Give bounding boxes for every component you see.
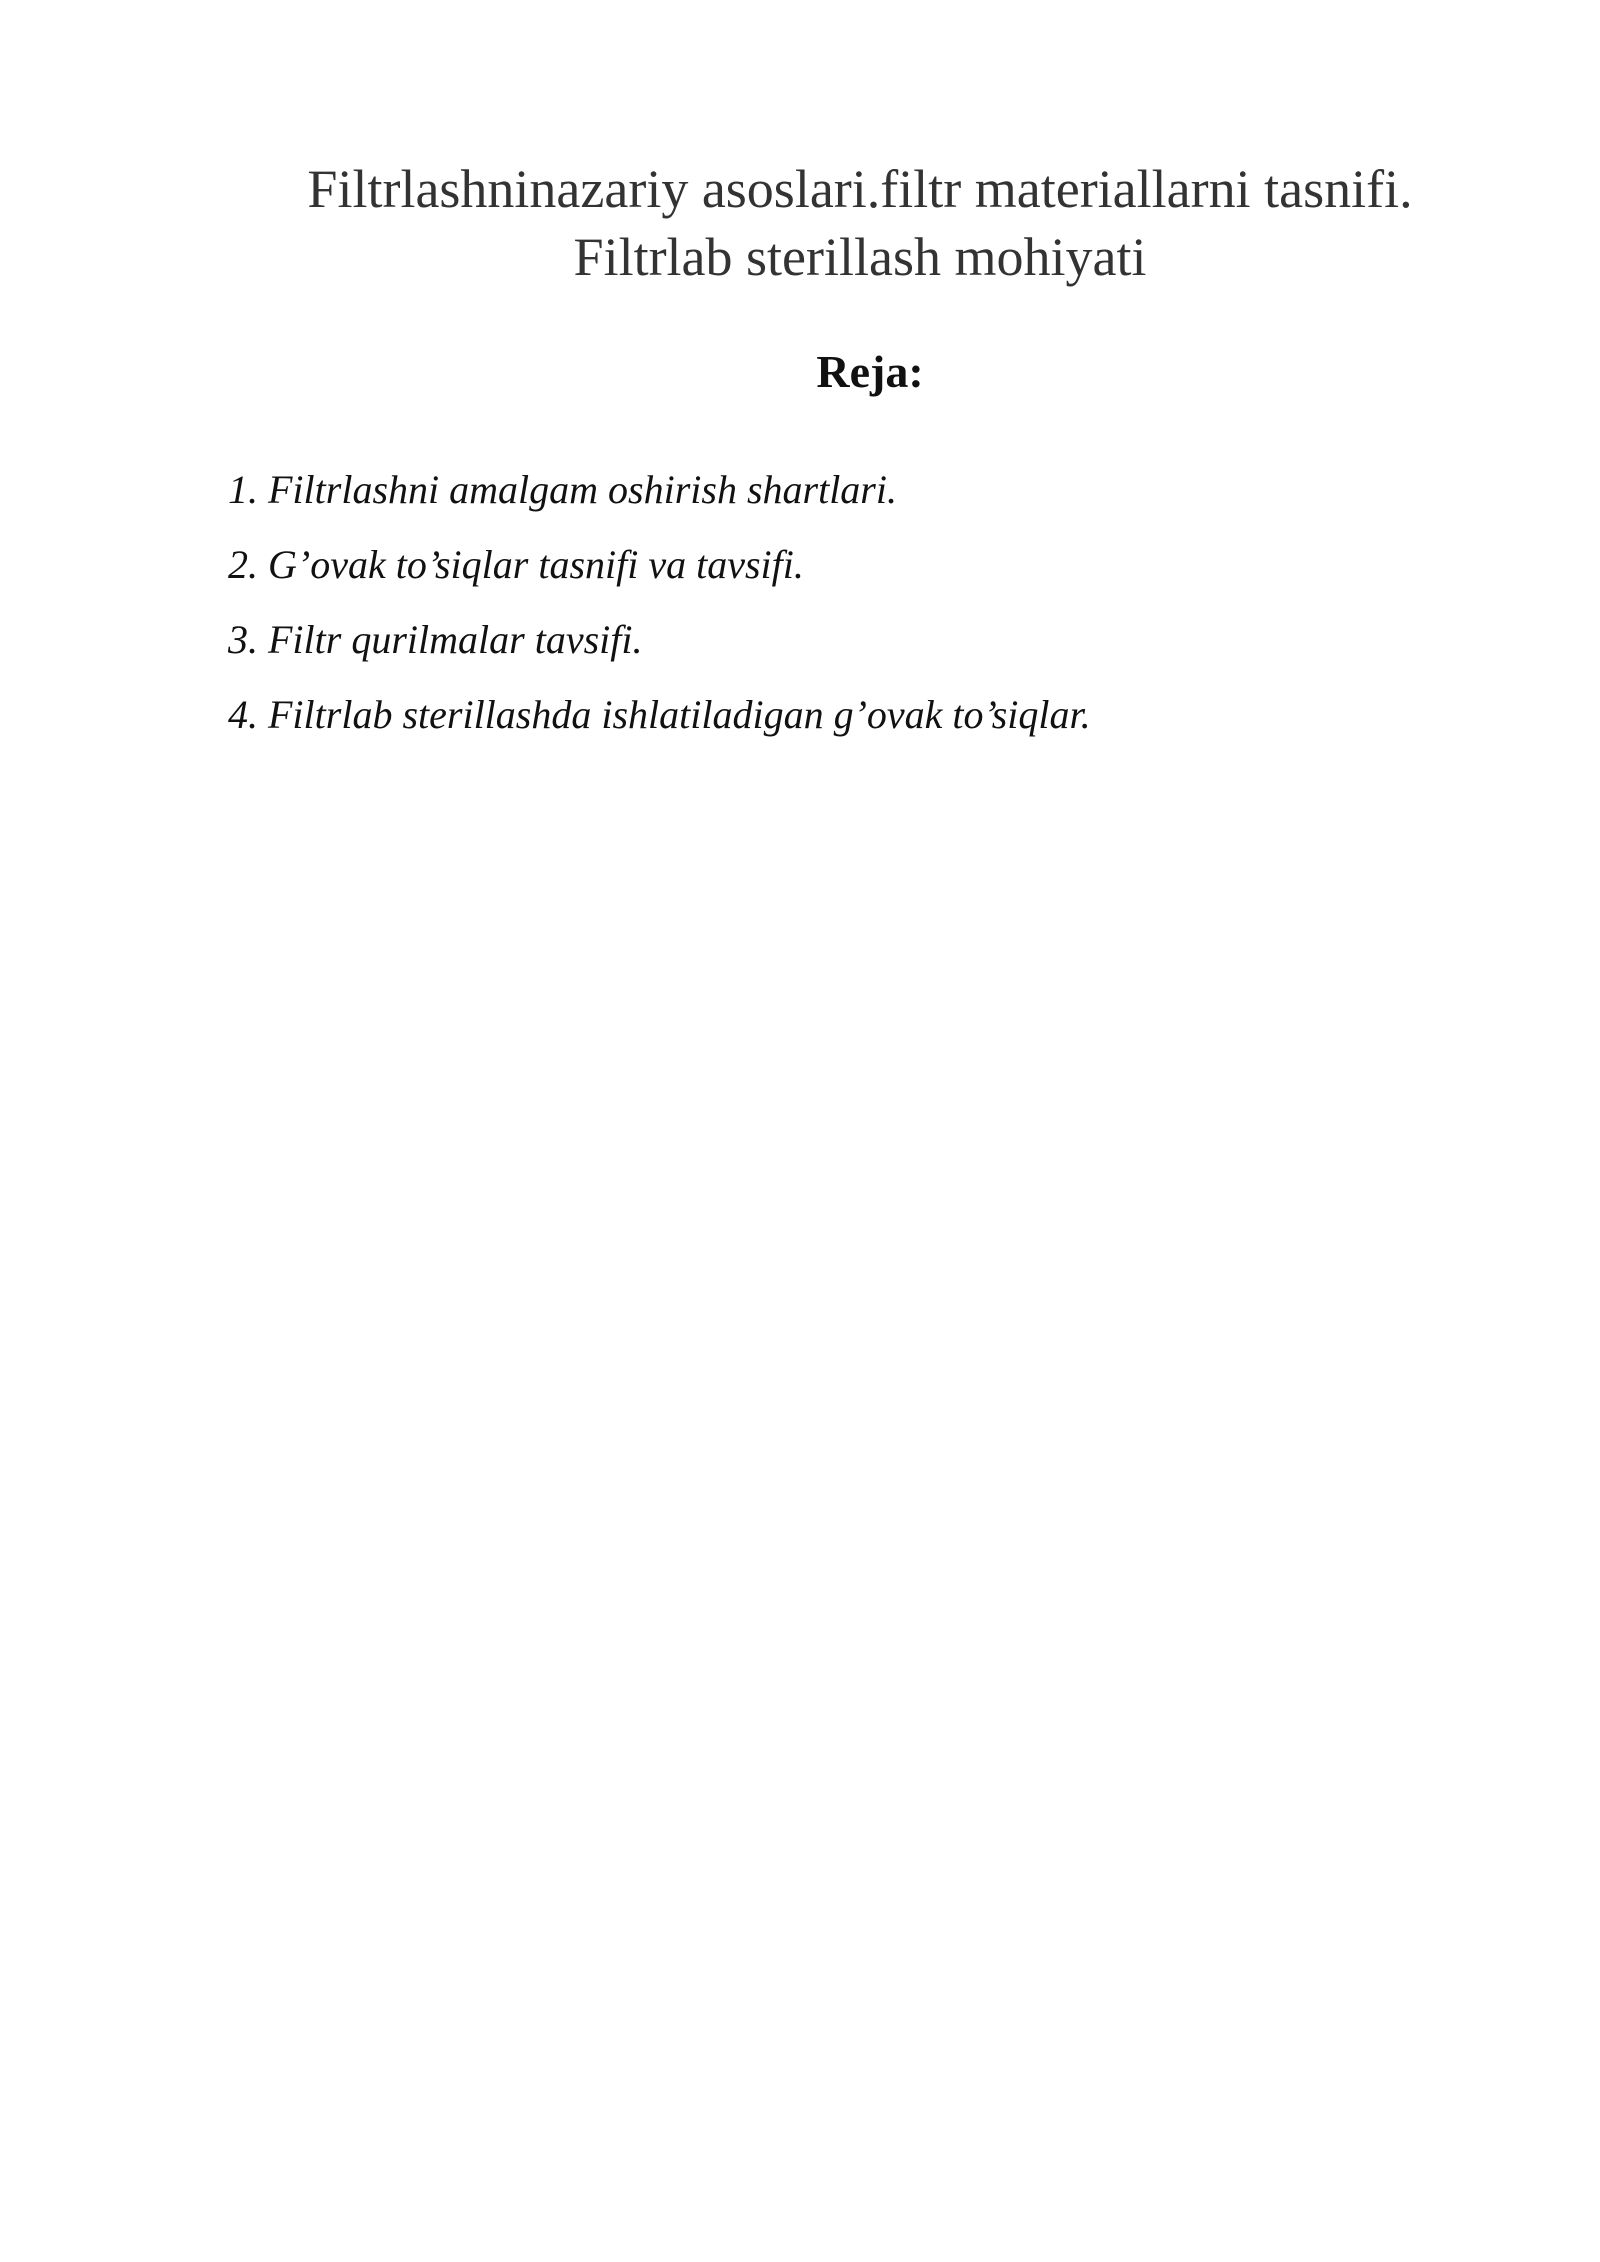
plan-list xyxy=(228,462,1478,762)
document-title-line-2: Filtrlab sterillash mohiyati xyxy=(573,227,1147,287)
document-title-line-1: Filtrlashninazariy asoslari.filtr materiallarni tasnifi. xyxy=(307,159,1413,219)
plan-item-4: 4. Filtrlab sterillashda ishlatiladigan g’ovak to’siqlar. xyxy=(228,692,1091,737)
plan-heading: Reja: xyxy=(816,346,924,397)
plan-item-3: 3. Filtr qurilmalar tavsifi. xyxy=(228,617,643,662)
plan-item-1: 1. Filtrlashni amalgam oshirish shartlari. xyxy=(228,467,897,512)
plan-item-2: 2. G’ovak to’siqlar tasnifi va tavsifi. xyxy=(228,542,804,587)
